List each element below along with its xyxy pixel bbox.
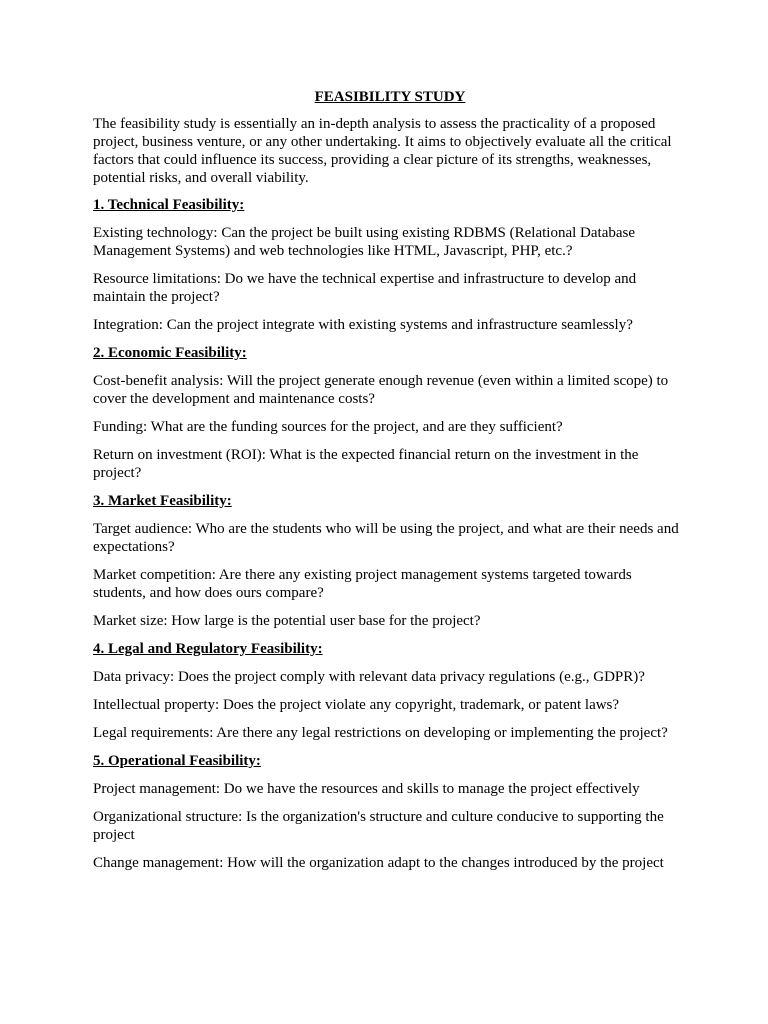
section-paragraph: Target audience: Who are the students who will be using the project, and what are their needs and expectations?: [93, 521, 679, 555]
section-heading: 3. Market Feasibility:: [93, 493, 232, 509]
section-paragraph: Legal requirements: Are there any legal restrictions on developing or implementing the project?: [93, 725, 668, 741]
document-title: FEASIBILITY STUDY: [314, 89, 466, 105]
section-paragraph: Funding: What are the funding sources for the project, and are they sufficient?: [93, 419, 563, 435]
section-market: [93, 492, 683, 630]
section-heading: 4. Legal and Regulatory Feasibility:: [93, 641, 323, 657]
section-paragraph: Resource limitations: Do we have the technical expertise and infrastructure to develop and maintain the project?: [93, 271, 637, 305]
section-paragraph: Project management: Do we have the resources and skills to manage the project effectively: [93, 781, 640, 797]
section-paragraph: Integration: Can the project integrate with existing systems and infrastructure seamlessly?: [93, 317, 633, 333]
section-paragraph: Organizational structure: Is the organization's structure and culture conducive to supporting the project: [93, 809, 664, 843]
section-paragraph: Market competition: Are there any existing project management systems targeted towards students, and how does ours compare?: [93, 567, 632, 601]
section-heading: 5. Operational Feasibility:: [93, 753, 261, 769]
section-technical: [93, 196, 683, 334]
section-paragraph: Cost-benefit analysis: Will the project generate enough revenue (even within a limited scope) to cover the development and maintenance costs?: [93, 373, 669, 407]
section-economic: [93, 344, 683, 482]
section-paragraph: Return on investment (ROI): What is the expected financial return on the investment in the project?: [93, 447, 639, 481]
section-paragraph: Market size: How large is the potential user base for the project?: [93, 613, 481, 629]
section-heading: 2. Economic Feasibility:: [93, 345, 247, 361]
section-paragraph: Existing technology: Can the project be built using existing RDBMS (Relational Database Management Systems) and web technologies like HTML, Javascript, PHP, etc.?: [93, 225, 635, 259]
intro-paragraph: The feasibility study is essentially an in-depth analysis to assess the practicality of a proposed project, business venture, or any other undertaking. It aims to objectively evaluate all the critical factors that could influence its success, providing a clear picture of its strengths, weaknesses, potential risks, and overall viability.: [93, 116, 672, 186]
section-operational: [93, 752, 683, 872]
section-paragraph: Data privacy: Does the project comply with relevant data privacy regulations (e.g., GDPR)?: [93, 669, 645, 685]
section-paragraph: Intellectual property: Does the project violate any copyright, trademark, or patent laws?: [93, 697, 620, 713]
section-legal: [93, 640, 683, 742]
document-page: [93, 88, 683, 882]
section-paragraph: Change management: How will the organization adapt to the changes introduced by the project: [93, 855, 664, 871]
section-heading: 1. Technical Feasibility:: [93, 197, 245, 213]
